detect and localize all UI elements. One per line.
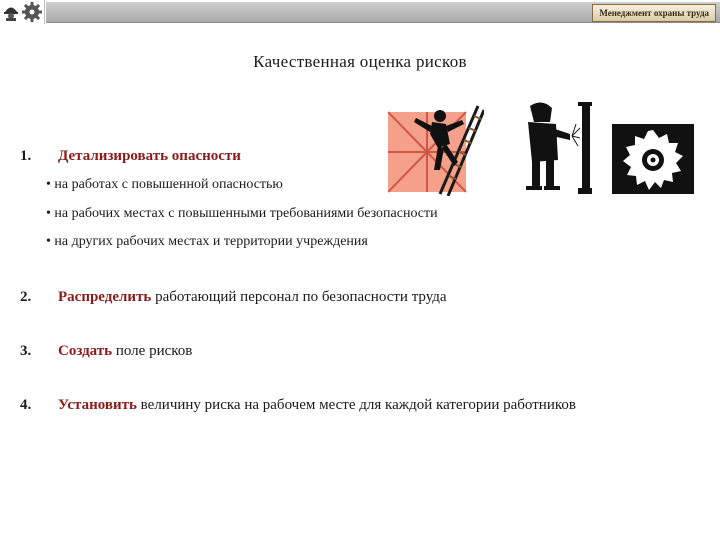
item-4 xyxy=(58,397,576,414)
gear-icon xyxy=(22,2,42,22)
item-3-verb: Создать xyxy=(58,343,113,359)
welder-icon xyxy=(512,98,592,196)
page-title: Качественная оценка рисков xyxy=(253,52,467,71)
item-1-sub-1: • на работах с повышенной опасностью xyxy=(46,177,283,192)
header-bar xyxy=(0,0,720,24)
helmet-worker-icon xyxy=(2,3,20,21)
item-4-rest: величину риска на рабочем месте для каждой категории работников xyxy=(136,397,576,413)
header-band xyxy=(46,2,720,23)
item-2 xyxy=(58,289,447,306)
falling-from-ladder-icon xyxy=(388,104,484,196)
logo xyxy=(0,0,45,24)
item-3-number: 3. xyxy=(20,343,32,359)
item-3 xyxy=(58,343,192,360)
item-4-number: 4. xyxy=(20,397,32,413)
item-2-number: 2. xyxy=(20,289,32,305)
item-3-rest: поле рисков xyxy=(112,343,193,359)
item-1-sub-2: • на рабочих местах с повышенными требованиями безопасности xyxy=(46,206,438,221)
item-1-verb: Детализировать опасности xyxy=(58,148,241,164)
item-2-verb: Распределить xyxy=(58,289,152,305)
item-1-number: 1. xyxy=(20,148,32,164)
item-1 xyxy=(58,148,241,165)
item-4-verb: Установить xyxy=(58,397,137,413)
item-1-sub-3: • на других рабочих местах и территории учреждения xyxy=(46,234,368,249)
section-badge: Менеджмент охраны труда xyxy=(592,4,716,22)
item-2-rest: работающий персонал по безопасности труда xyxy=(151,289,447,305)
saw-blade-icon xyxy=(612,124,694,194)
